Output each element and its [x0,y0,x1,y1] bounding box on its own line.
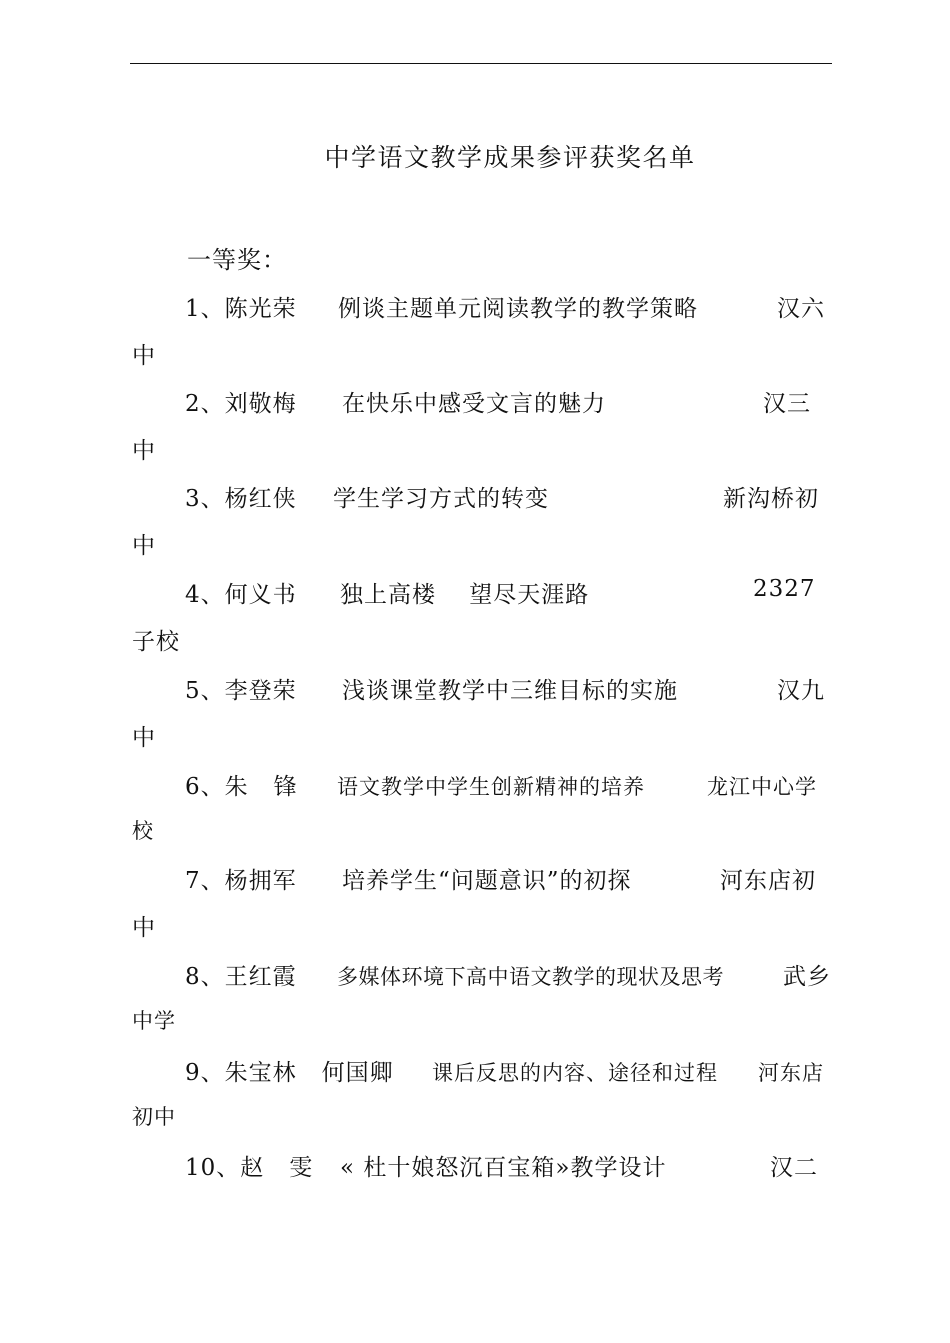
entry-number-name: 9、朱宝林 何国卿 [185,1060,394,1086]
entry-number-name: 5、李登荣 [185,678,297,704]
entry-topic: « 杜十娘怒沉百宝箱»教学设计 [340,1155,667,1181]
entry-topic: 培养学生“问题意识”的初探 [342,868,632,894]
header-rule [130,63,832,64]
entry-number-name: 6、朱 锋 [185,774,298,800]
award-level-heading: 一等奖： [187,246,287,274]
entry-school-continued: 中学 [132,1009,176,1033]
award-entry [0,385,950,481]
entry-school-continued: 中 [132,915,156,941]
award-entry [0,768,950,864]
entry-number-name: 1、陈光荣 [185,296,297,322]
entry-school: 2327 [753,576,816,602]
entry-number-name: 4、何义书 [185,582,297,608]
award-entry [0,862,950,958]
entry-school: 新沟桥初 [723,486,819,512]
award-entry [0,290,950,386]
entry-school: 河东店 [758,1061,824,1085]
award-entry [0,480,950,576]
entry-topic: 多媒体环境下高中语文教学的现状及思考 [337,965,724,989]
entry-topic: 在快乐中感受文言的魅力 [342,391,606,417]
entry-topic: 语文教学中学生创新精神的培养 [337,775,645,799]
entry-school-continued: 校 [132,819,154,843]
entry-topic: 例谈主题单元阅读教学的教学策略 [338,296,698,322]
award-entry [0,1149,950,1245]
entry-school-continued: 中 [132,343,156,369]
entry-school-continued: 中 [132,438,156,464]
entry-school: 武乡 [783,964,831,990]
entry-school: 汉六 [777,296,825,322]
entry-school: 汉三 [763,391,811,417]
entry-topic: 独上高楼 望尽天涯路 [340,582,590,608]
award-entry [0,1054,950,1150]
entry-number-name: 8、王红霞 [185,964,297,990]
entry-number-name: 3、杨红侠 [185,486,297,512]
entry-number-name: 10、赵 雯 [185,1155,314,1181]
entry-school-continued: 子校 [132,629,180,655]
entry-topic: 浅谈课堂教学中三维目标的实施 [342,678,678,704]
entry-school-continued: 中 [132,725,156,751]
entry-school: 龙江中心学 [707,775,817,799]
entry-school-continued: 初中 [132,1105,176,1129]
award-entry [0,958,950,1054]
entry-school: 汉九 [777,678,825,704]
entry-topic: 课后反思的内容、途径和过程 [432,1061,718,1085]
award-entry [0,576,950,672]
award-entry [0,672,950,768]
entry-number-name: 2、刘敬梅 [185,391,297,417]
page-title: 中学语文教学成果参评获奖名单 [324,143,696,172]
entry-number-name: 7、杨拥军 [185,868,297,894]
entry-topic: 学生学习方式的转变 [333,486,549,512]
entry-school: 汉二 [770,1155,818,1181]
entry-school-continued: 中 [132,533,156,559]
entry-school: 河东店初 [720,868,816,894]
